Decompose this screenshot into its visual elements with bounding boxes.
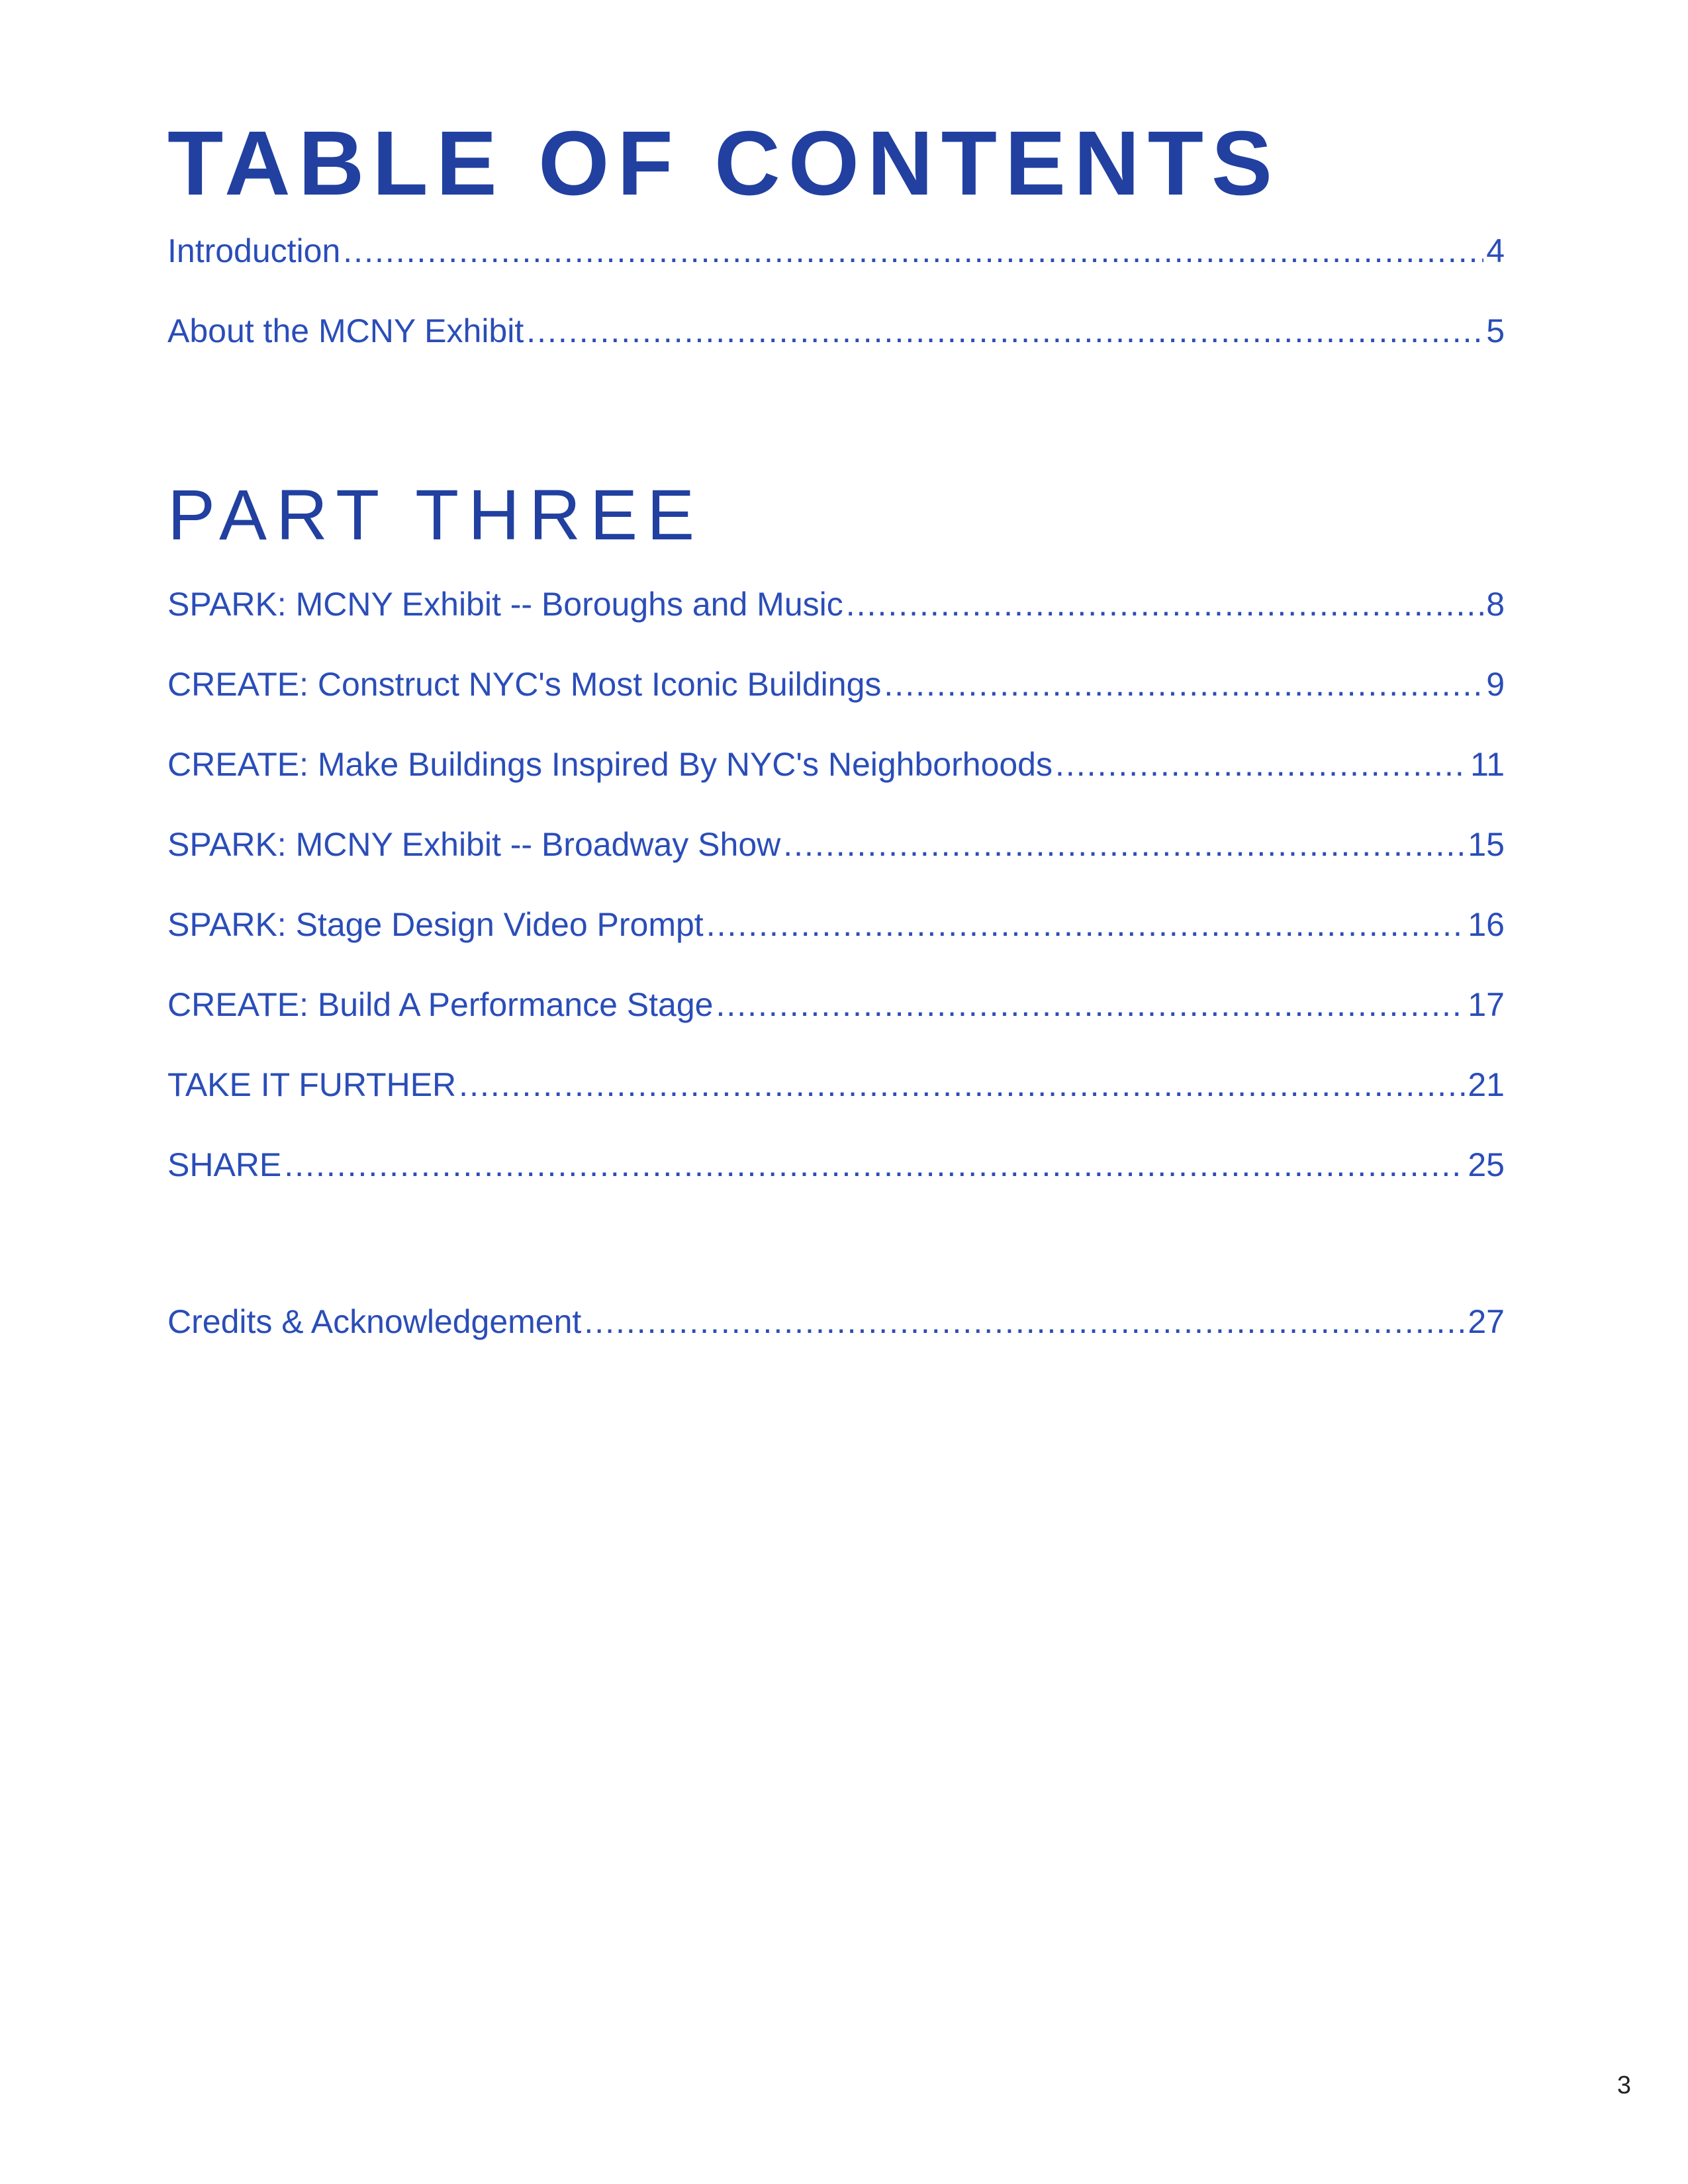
toc-entry-page: 16 (1468, 906, 1505, 943)
dot-leader (584, 1302, 1465, 1341)
toc-intro-list (167, 232, 1505, 392)
toc-entry-title: CREATE: Construct NYC's Most Iconic Buildings (167, 666, 882, 703)
toc-part-three-list (167, 585, 1505, 1226)
toc-entry-iconic-buildings[interactable] (167, 665, 1505, 745)
toc-entry-page: 4 (1486, 232, 1505, 269)
toc-entry-neighborhood-buildings[interactable] (167, 745, 1505, 825)
toc-entry-stage-design-prompt[interactable] (167, 905, 1505, 985)
toc-entry-page: 8 (1486, 586, 1505, 623)
part-heading: PART THREE (167, 475, 704, 555)
dot-leader (284, 1146, 1465, 1184)
page-number: 3 (1617, 2071, 1631, 2099)
toc-entry-performance-stage[interactable] (167, 985, 1505, 1066)
toc-entry-title: SPARK: MCNY Exhibit -- Broadway Show (167, 826, 781, 863)
dot-leader (884, 665, 1483, 704)
toc-entry-title: CREATE: Make Buildings Inspired By NYC's Neighborhoods (167, 746, 1053, 783)
toc-entry-page: 11 (1470, 746, 1505, 783)
toc-entry-boroughs-music[interactable] (167, 585, 1505, 665)
toc-entry-page: 27 (1468, 1303, 1505, 1340)
toc-entry-title: SPARK: Stage Design Video Prompt (167, 906, 704, 943)
toc-entry-title: Credits & Acknowledgement (167, 1303, 582, 1340)
dot-leader (526, 312, 1483, 350)
dot-leader (846, 585, 1483, 623)
toc-closing-list (167, 1302, 1505, 1383)
toc-entry-page: 9 (1486, 666, 1505, 703)
dot-leader (343, 232, 1483, 270)
dot-leader (459, 1066, 1465, 1104)
dot-leader (783, 825, 1465, 864)
toc-entry-title: SHARE (167, 1146, 282, 1183)
toc-entry-about-exhibit[interactable] (167, 312, 1505, 392)
toc-entry-page: 21 (1468, 1066, 1505, 1103)
dot-leader (1055, 745, 1468, 784)
toc-entry-broadway-show[interactable] (167, 825, 1505, 905)
dot-leader (716, 985, 1465, 1024)
dot-leader (706, 905, 1466, 944)
page-title: TABLE OF CONTENTS (167, 113, 1281, 214)
toc-entry-title: About the MCNY Exhibit (167, 312, 524, 349)
toc-entry-title: CREATE: Build A Performance Stage (167, 986, 714, 1023)
toc-entry-title: Introduction (167, 232, 341, 269)
toc-entry-introduction[interactable] (167, 232, 1505, 312)
toc-entry-page: 25 (1468, 1146, 1505, 1183)
toc-entry-title: SPARK: MCNY Exhibit -- Boroughs and Music (167, 586, 843, 623)
toc-entry-credits[interactable] (167, 1302, 1505, 1383)
toc-entry-page: 5 (1486, 312, 1505, 349)
toc-entry-page: 17 (1468, 986, 1505, 1023)
toc-entry-title: TAKE IT FURTHER (167, 1066, 457, 1103)
toc-entry-share[interactable] (167, 1146, 1505, 1226)
toc-entry-page: 15 (1468, 826, 1505, 863)
toc-entry-take-it-further[interactable] (167, 1066, 1505, 1146)
